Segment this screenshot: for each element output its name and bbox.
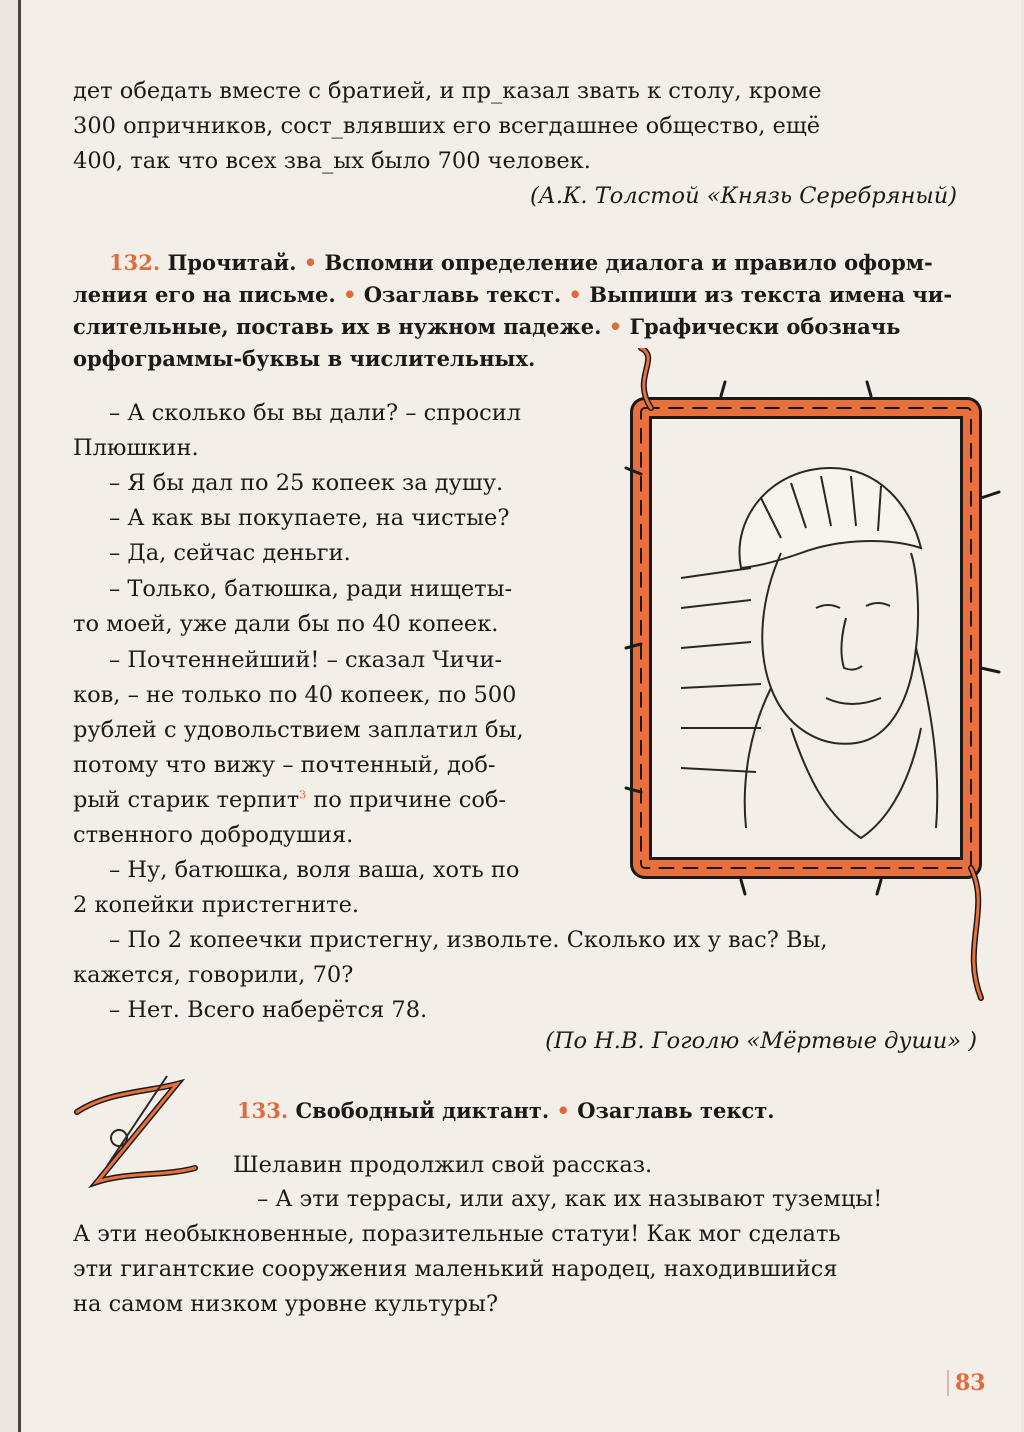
instruction: слительные, поставь их в нужном падеже. — [73, 314, 602, 339]
dialog-line: рублей с удовольствием заплатил бы, — [73, 717, 524, 743]
decorative-initial-icon — [67, 1072, 207, 1200]
portrait-illustration — [621, 348, 1011, 1008]
dialog-line: – Я бы дал по 25 копеек за душу. — [109, 470, 504, 496]
bullet-icon: • — [556, 1098, 570, 1123]
exercise-number: 133. — [237, 1098, 289, 1123]
dialog-line: – Почтеннейший! – сказал Чичи- — [109, 647, 503, 673]
dialog-text: по причине соб- — [306, 787, 507, 813]
instruction: Озаглавь текст. — [577, 1098, 775, 1123]
bullet-icon: • — [343, 282, 357, 307]
textbook-page — [18, 0, 1021, 1432]
exercise-132-line — [109, 248, 933, 278]
dialog-line: – По 2 копеечки пристегну, извольте. Сколько их у вас? Вы, — [109, 927, 828, 953]
text-line: 300 опричников, сост_влявших его всегдашнее общество, ещё — [73, 113, 821, 139]
dialog-line: – Да, сейчас деньги. — [109, 540, 351, 566]
dialog-line: ственного добродушия. — [73, 822, 354, 848]
instruction: Графически обозначь — [629, 314, 901, 339]
instruction: Озаглавь текст. — [363, 282, 562, 307]
text-line: на самом низком уровне культуры? — [73, 1291, 499, 1317]
dialog-line: – Нет. Всего наберётся 78. — [109, 997, 428, 1023]
dialog-line: ков, – не только по 40 копеек, по 500 — [73, 682, 517, 708]
citation: (А.К. Толстой «Князь Серебряный) — [530, 183, 957, 209]
dialog-line: – Ну, батюшка, воля ваша, хоть по — [109, 857, 520, 883]
dialog-text: рый старик терпит — [73, 787, 300, 813]
text-line: эти гигантские сооружения маленький народец, находившийся — [73, 1256, 838, 1282]
bullet-icon: • — [608, 314, 623, 339]
text-line: А эти необыкновенные, поразительные статуи! Как мог сделать — [73, 1221, 841, 1247]
text-line: Шелавин продолжил свой рассказ. — [233, 1152, 653, 1178]
dialog-line: то моей, уже дали бы по 40 копеек. — [73, 611, 499, 637]
bullet-icon: • — [568, 282, 582, 307]
instruction: Прочитай. — [167, 250, 297, 275]
portrait-sketch — [681, 468, 937, 838]
exercise-132-line: орфограммы-буквы в числительных. — [73, 346, 536, 371]
text-line: дет обедать вместе с братией, и пр_казал звать к столу, кроме — [73, 78, 822, 104]
bullet-icon: • — [303, 250, 318, 275]
exercise-133-title — [237, 1096, 775, 1126]
footnote-marker: 3 — [299, 788, 307, 802]
dialog-line: кажется, говорили, 70? — [73, 962, 354, 988]
ornamental-frame — [626, 348, 999, 998]
dialog-line — [73, 785, 506, 815]
dialog-line: потому что вижу – почтенный, доб- — [73, 752, 496, 778]
dialog-line: – А сколько бы вы дали? – спросил — [109, 400, 522, 426]
dialog-line: Плюшкин. — [73, 435, 199, 461]
text-line: – А эти террасы, или аху, как их называют туземцы! — [257, 1186, 883, 1212]
dialog-line: – Только, батюшка, ради нищеты- — [109, 576, 513, 602]
exercise-132-line — [73, 280, 952, 310]
dialog-line: 2 копейки пристегните. — [73, 892, 360, 918]
instruction: Свободный диктант. — [295, 1098, 550, 1123]
text-line: 400, так что всех зва_ых было 700 человек. — [73, 148, 591, 174]
instruction: ления его на письме. — [73, 282, 336, 307]
page-number: 83 — [947, 1370, 986, 1396]
exercise-number: 132. — [109, 250, 161, 275]
instruction: Выпиши из текста имена чи- — [589, 282, 953, 307]
instruction: Вспомни определение диалога и правило оформ- — [324, 250, 933, 275]
exercise-132-line — [73, 312, 900, 342]
dialog-line: – А как вы покупаете, на чистые? — [109, 505, 510, 531]
citation: (По Н.В. Гоголю «Мёртвые души» ) — [545, 1028, 977, 1054]
